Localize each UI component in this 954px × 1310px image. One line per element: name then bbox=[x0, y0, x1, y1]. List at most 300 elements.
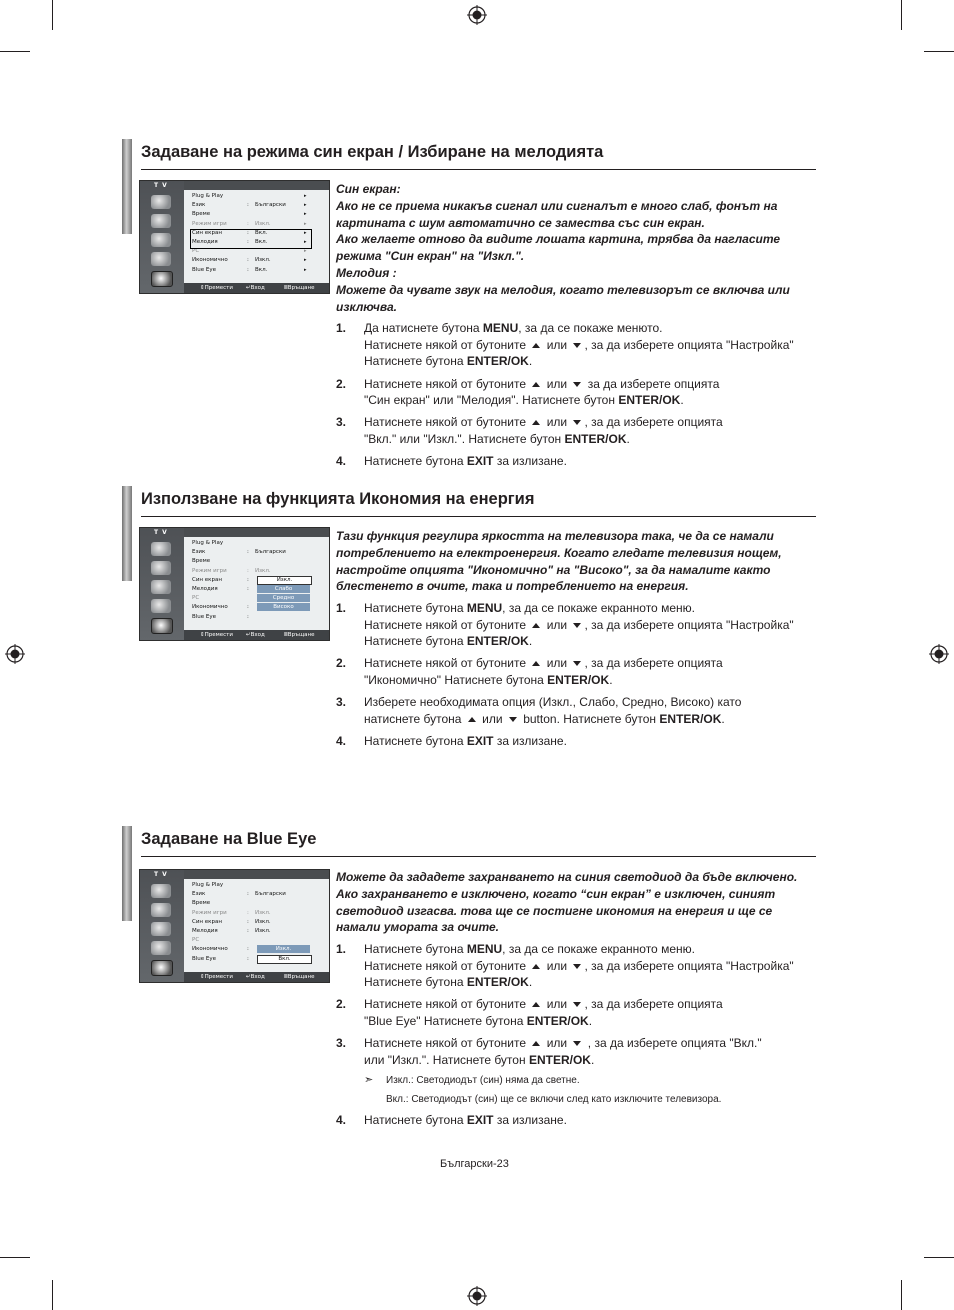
osd-enter-label: Вход bbox=[250, 632, 265, 638]
osd-enter-hint bbox=[246, 283, 265, 293]
intro-line: Ако желаете отново да видите лошата картина, трябва да нагласите bbox=[336, 232, 781, 247]
menu-icon: Ⅲ bbox=[284, 974, 288, 980]
crop-mark bbox=[0, 1257, 30, 1258]
note-line bbox=[336, 1091, 816, 1108]
step-line bbox=[364, 694, 816, 710]
osd-row-colon: : bbox=[247, 946, 249, 953]
step-text: , за да изберете опцията bbox=[584, 656, 723, 671]
osd-row-label: Син екран bbox=[192, 576, 222, 583]
updown-icon: ⇕ bbox=[200, 285, 205, 291]
osd-menu-screenshot bbox=[139, 527, 330, 641]
step-number: 4. bbox=[336, 734, 347, 749]
osd-row-label: PC bbox=[192, 937, 200, 944]
osd-row-colon: : bbox=[247, 266, 249, 273]
osd-row-colon: : bbox=[247, 955, 249, 962]
step-text: Натиснете бутона bbox=[364, 601, 467, 616]
osd-row-colon: : bbox=[247, 909, 249, 916]
osd-menu-row bbox=[192, 614, 312, 622]
step-item bbox=[336, 941, 816, 990]
step-text: или bbox=[543, 617, 571, 632]
osd-move-hint bbox=[200, 630, 233, 640]
osd-header bbox=[184, 181, 329, 190]
osd-row-label: Език bbox=[192, 891, 206, 898]
arrow-up-icon bbox=[532, 1041, 540, 1046]
key-name: ENTER/OK bbox=[564, 431, 627, 446]
step-text: . bbox=[680, 393, 684, 407]
osd-row-value: Изкл. bbox=[255, 257, 271, 264]
section-content bbox=[336, 869, 816, 1134]
step-text: или bbox=[543, 656, 571, 671]
step-text: Натиснете някой от бутоните bbox=[364, 1036, 530, 1051]
osd-move-hint bbox=[200, 283, 233, 293]
step-text: Натиснете бутона bbox=[364, 734, 467, 749]
step-text: Натиснете бутона bbox=[364, 975, 467, 989]
osd-menu-row bbox=[192, 928, 312, 936]
note-text: Вкл.: Светодиодът (син) ще се включи след като изключите телевизора. bbox=[386, 1094, 722, 1106]
arrow-down-icon bbox=[573, 382, 581, 387]
arrow-down-icon bbox=[573, 964, 581, 969]
osd-footer bbox=[184, 283, 329, 293]
intro-line: картината с шум автоматично се замества със син екран. bbox=[336, 215, 705, 230]
osd-menu-row bbox=[192, 257, 312, 265]
osd-row-colon: : bbox=[247, 257, 249, 264]
section-blue-eye bbox=[122, 826, 816, 1128]
osd-enter-label: Вход bbox=[250, 974, 265, 980]
picture-icon bbox=[151, 884, 171, 898]
arrow-up-icon bbox=[532, 661, 540, 666]
osd-row-label: Режим игри bbox=[192, 567, 227, 574]
step-text: , за да се покаже екранното меню. bbox=[502, 942, 695, 957]
osd-arrow-icon: ▸ bbox=[304, 193, 307, 199]
osd-menu-row bbox=[192, 882, 312, 890]
note-line bbox=[336, 1072, 816, 1089]
step-text: , за да изберете опцията bbox=[584, 997, 723, 1012]
step-line bbox=[364, 431, 816, 447]
step-text: Натиснете някой от бутоните bbox=[364, 376, 530, 391]
osd-menu-screenshot bbox=[139, 869, 330, 983]
step-text: Натиснете някой от бутоните bbox=[364, 997, 530, 1012]
osd-row-label: Plug & Play bbox=[192, 540, 224, 546]
step-number: 2. bbox=[336, 997, 347, 1012]
sound-icon bbox=[151, 561, 171, 575]
osd-row-label: Език bbox=[192, 549, 206, 556]
step-text: "Икономично" Натиснете бутона bbox=[364, 672, 548, 687]
step-line bbox=[364, 353, 816, 369]
osd-enter-hint bbox=[246, 630, 265, 640]
osd-row-label: Blue Eye bbox=[192, 613, 217, 620]
step-line bbox=[364, 711, 816, 727]
osd-row-value: Изкл. bbox=[255, 909, 271, 916]
osd-menu-row bbox=[192, 900, 312, 908]
osd-menu-row bbox=[192, 558, 312, 566]
osd-row-label: Blue Eye bbox=[192, 266, 217, 273]
osd-row-value: Вкл. bbox=[255, 266, 268, 273]
step-line bbox=[364, 392, 816, 408]
osd-row-label: Икономично bbox=[192, 604, 228, 611]
section-rule bbox=[141, 516, 816, 517]
intro-line: изключва. bbox=[336, 299, 398, 314]
sound-icon bbox=[151, 214, 171, 228]
osd-back-hint bbox=[284, 283, 314, 293]
section-header bbox=[122, 826, 816, 859]
step-text: "Blue Eye" Натиснете бутона bbox=[364, 1013, 527, 1028]
osd-row-label: Син екран bbox=[192, 918, 222, 925]
osd-menu-panel bbox=[184, 190, 329, 283]
osd-icon-column bbox=[140, 528, 184, 640]
osd-footer bbox=[184, 630, 329, 640]
key-name: ENTER/OK bbox=[526, 1013, 589, 1028]
step-line bbox=[364, 337, 816, 353]
osd-option: Изкл. bbox=[257, 576, 312, 585]
osd-row-label: Език bbox=[192, 202, 206, 209]
step-text: или bbox=[543, 337, 571, 352]
step-line bbox=[364, 1013, 816, 1029]
key-name: ENTER/OK bbox=[466, 354, 529, 369]
step-number: 1. bbox=[336, 601, 347, 616]
osd-option: Изкл. bbox=[257, 945, 310, 953]
key-name: ENTER/OK bbox=[528, 1052, 591, 1067]
crop-mark bbox=[901, 1280, 902, 1310]
osd-row-colon: : bbox=[247, 229, 249, 236]
step-line bbox=[364, 376, 816, 392]
step-text: Изберете необходимата опция (Изкл., Слабо, Средно, Високо) като bbox=[364, 695, 742, 710]
section-content bbox=[336, 528, 816, 755]
section-header bbox=[122, 486, 816, 519]
osd-header bbox=[184, 528, 329, 537]
osd-row-label: Време bbox=[192, 211, 211, 218]
step-text: . bbox=[590, 1052, 595, 1067]
osd-move-label: Премести bbox=[204, 285, 233, 291]
setup-icon bbox=[151, 618, 173, 634]
osd-row-label: Мелодия bbox=[192, 928, 218, 934]
input-icon bbox=[151, 941, 171, 955]
osd-move-label: Премести bbox=[204, 632, 233, 638]
osd-option: Вкл. bbox=[257, 955, 312, 964]
step-line bbox=[364, 633, 816, 649]
step-line bbox=[364, 414, 816, 430]
intro-line: Можете да чувате звук на мелодия, когато телевизорът се включва или bbox=[336, 282, 790, 297]
step-text: или bbox=[543, 1036, 571, 1051]
osd-move-label: Премести bbox=[204, 974, 233, 980]
osd-arrow-icon: ▸ bbox=[304, 266, 307, 273]
input-icon bbox=[151, 252, 171, 266]
osd-menu-row bbox=[192, 919, 312, 927]
step-text: Натиснете бутона bbox=[364, 454, 467, 469]
osd-row-colon: : bbox=[247, 239, 249, 245]
osd-row-label: Мелодия bbox=[192, 586, 218, 592]
step-item bbox=[336, 320, 816, 369]
osd-arrow-icon: ▸ bbox=[304, 257, 307, 264]
osd-row-label: Blue Eye bbox=[192, 955, 217, 962]
osd-row-label: Режим игри bbox=[192, 909, 227, 916]
step-text: за излизане. bbox=[493, 454, 567, 469]
osd-enter-label: Вход bbox=[250, 285, 265, 291]
osd-row-label: Време bbox=[192, 558, 211, 565]
step-line bbox=[364, 453, 816, 469]
step-text: Натиснете някой от бутоните bbox=[364, 415, 530, 430]
step-line bbox=[364, 320, 816, 336]
intro-line: Син екран: bbox=[336, 182, 401, 196]
step-line bbox=[364, 1035, 816, 1051]
updown-icon: ⇕ bbox=[200, 632, 205, 638]
step-line bbox=[364, 617, 816, 633]
section-header bbox=[122, 139, 816, 172]
step-text: Натиснете бутона bbox=[364, 1113, 467, 1128]
step-text: или bbox=[543, 376, 571, 391]
step-text: Натиснете някой от бутоните bbox=[364, 958, 530, 973]
osd-tv-label: T V bbox=[154, 529, 168, 536]
step-line bbox=[364, 958, 816, 974]
osd-row-label: PC bbox=[192, 595, 200, 602]
osd-row-label: Син екран bbox=[192, 229, 222, 236]
osd-row-colon: : bbox=[247, 613, 249, 620]
osd-arrow-icon: ▸ bbox=[304, 239, 307, 245]
channel-icon bbox=[151, 580, 171, 594]
step-text: . bbox=[528, 975, 533, 989]
osd-row-value: Български bbox=[255, 891, 286, 898]
osd-option: Слабо bbox=[257, 585, 310, 593]
step-text: "Вкл." или "Изкл.". Натиснете бутон bbox=[364, 431, 565, 446]
osd-arrow-icon: ▸ bbox=[304, 202, 307, 209]
intro-text bbox=[336, 869, 816, 936]
osd-menu-row bbox=[192, 540, 312, 548]
crop-mark bbox=[52, 1280, 53, 1310]
step-text: , за да изберете опцията "Вкл." bbox=[584, 1036, 762, 1051]
step-text: Натиснете някой от бутоните bbox=[364, 337, 530, 352]
key-name: ENTER/OK bbox=[659, 711, 722, 726]
osd-icon-column bbox=[140, 870, 184, 982]
note-text: Изкл.: Светодиодът (син) няма да светне. bbox=[386, 1075, 580, 1087]
enter-icon: ↵ bbox=[246, 632, 251, 638]
osd-menu-row bbox=[192, 211, 312, 219]
osd-row-colon: : bbox=[247, 549, 249, 556]
arrow-up-icon bbox=[532, 382, 540, 387]
setup-icon bbox=[151, 271, 173, 287]
osd-footer bbox=[184, 972, 329, 982]
osd-row-value: Изкл. bbox=[255, 567, 271, 574]
osd-move-hint bbox=[200, 972, 233, 982]
arrow-down-icon bbox=[573, 661, 581, 666]
step-text: , за да изберете опцията "Настройка" bbox=[584, 337, 794, 352]
section-title: Използване на функцията Икономия на енергия bbox=[141, 490, 535, 508]
arrow-up-icon bbox=[532, 1002, 540, 1007]
intro-line: Мелодия : bbox=[336, 265, 397, 280]
step-number: 3. bbox=[336, 1036, 347, 1051]
crop-mark bbox=[924, 1257, 954, 1258]
section-rule bbox=[141, 169, 816, 170]
updown-icon: ⇕ bbox=[200, 974, 205, 980]
arrow-down-icon bbox=[573, 1002, 581, 1007]
key-name: ENTER/OK bbox=[618, 393, 681, 407]
step-text: за да изберете опцията bbox=[584, 376, 720, 391]
menu-icon: Ⅲ bbox=[284, 285, 288, 291]
registration-mark-icon bbox=[929, 644, 949, 664]
osd-menu-row bbox=[192, 549, 312, 557]
osd-back-label: Връщане bbox=[287, 974, 315, 980]
step-number: 2. bbox=[336, 376, 347, 391]
osd-menu-row bbox=[192, 891, 312, 899]
osd-enter-hint bbox=[246, 972, 265, 982]
input-icon bbox=[151, 599, 171, 613]
step-number: 4. bbox=[336, 1113, 347, 1128]
crop-mark bbox=[901, 0, 902, 30]
osd-row-colon: : bbox=[247, 928, 249, 934]
sound-icon bbox=[151, 903, 171, 917]
osd-row-value: Изкл. bbox=[255, 918, 271, 925]
channel-icon bbox=[151, 233, 171, 247]
step-text: или bbox=[478, 711, 506, 726]
intro-line: потреблението на електроенергия. Когато гледате телевизия нощем, bbox=[336, 545, 782, 560]
osd-menu-row bbox=[192, 568, 312, 576]
step-item bbox=[336, 600, 816, 649]
osd-menu-row bbox=[192, 267, 312, 275]
section-title: Задаване на Blue Eye bbox=[141, 830, 317, 848]
arrow-up-icon bbox=[468, 717, 476, 722]
step-text: Натиснете бутона bbox=[364, 942, 467, 957]
osd-back-label: Връщане bbox=[287, 632, 315, 638]
arrow-up-icon bbox=[532, 623, 540, 628]
step-text: "Син екран" или "Мелодия". Натиснете бутон bbox=[364, 393, 619, 407]
crop-mark bbox=[0, 51, 30, 52]
step-text: Натиснете бутона bbox=[364, 354, 467, 369]
osd-option: Високо bbox=[257, 603, 310, 611]
osd-row-value: Вкл. bbox=[255, 239, 268, 245]
osd-selection-box bbox=[190, 229, 312, 249]
step-number: 3. bbox=[336, 415, 347, 430]
step-line bbox=[364, 672, 816, 688]
osd-row-label: Режим игри bbox=[192, 220, 227, 227]
osd-tv-label: T V bbox=[154, 182, 168, 189]
step-line bbox=[364, 600, 816, 616]
step-text: или bbox=[543, 415, 571, 430]
intro-line: Можете да зададете захранването на синия светодиод да бъде включено. bbox=[336, 870, 798, 884]
key-name: EXIT bbox=[466, 454, 494, 469]
osd-option: Средно bbox=[257, 594, 310, 602]
step-text: Натиснете бутона bbox=[364, 634, 467, 648]
osd-menu-row bbox=[192, 910, 312, 918]
osd-row-label: Икономично bbox=[192, 257, 228, 264]
osd-row-label: Икономично bbox=[192, 946, 228, 953]
arrow-up-icon bbox=[532, 343, 540, 348]
osd-row-colon: : bbox=[247, 586, 249, 592]
step-text: , за да се покаже екранното меню. bbox=[502, 601, 695, 616]
step-text: . bbox=[721, 711, 725, 726]
step-number: 1. bbox=[336, 942, 347, 957]
step-item bbox=[336, 996, 816, 1029]
osd-menu-row bbox=[192, 221, 312, 229]
osd-row-colon: : bbox=[247, 576, 249, 583]
step-line bbox=[364, 733, 816, 749]
section-energy-saving bbox=[122, 486, 816, 749]
picture-icon bbox=[151, 195, 171, 209]
step-item bbox=[336, 414, 816, 447]
step-number: 3. bbox=[336, 695, 347, 710]
intro-text bbox=[336, 181, 816, 315]
step-text: Натиснете някой от бутоните bbox=[364, 617, 530, 632]
step-item bbox=[336, 453, 816, 469]
key-name: ENTER/OK bbox=[547, 672, 610, 687]
intro-text bbox=[336, 528, 816, 595]
registration-mark-icon bbox=[467, 5, 487, 25]
step-item bbox=[336, 655, 816, 688]
osd-row-value: Изкл. bbox=[255, 220, 271, 227]
osd-arrow-icon: ▸ bbox=[304, 229, 307, 236]
step-text: . bbox=[609, 672, 613, 687]
step-line bbox=[364, 1052, 816, 1068]
osd-row-value: Български bbox=[255, 202, 286, 209]
key-name: MENU bbox=[466, 601, 503, 616]
osd-row-label: Мелодия bbox=[192, 239, 218, 245]
crop-mark bbox=[924, 51, 954, 52]
arrow-down-icon bbox=[573, 420, 581, 425]
osd-row-colon: : bbox=[247, 891, 249, 898]
section-content bbox=[336, 181, 816, 476]
osd-menu-row bbox=[192, 937, 312, 945]
step-text: или bbox=[543, 997, 571, 1012]
step-text: . bbox=[626, 431, 630, 446]
key-name: MENU bbox=[482, 321, 519, 336]
key-name: ENTER/OK bbox=[466, 975, 529, 989]
step-text: button. Натиснете бутон bbox=[519, 711, 660, 726]
osd-row-value: Вкл. bbox=[255, 229, 268, 236]
section-rule bbox=[141, 856, 816, 857]
osd-row-value: Български bbox=[255, 549, 286, 556]
step-item bbox=[336, 1112, 816, 1128]
registration-mark-icon bbox=[467, 1286, 487, 1306]
osd-menu-row bbox=[192, 193, 312, 201]
intro-line: Ако не се приема никакъв сигнал или сигналът е много слаб, фонът на bbox=[336, 198, 778, 213]
osd-row-label: Plug & Play bbox=[192, 193, 224, 199]
osd-menu-panel bbox=[184, 537, 329, 630]
osd-back-hint bbox=[284, 972, 314, 982]
osd-menu-row bbox=[192, 202, 312, 210]
osd-row-value: Изкл. bbox=[255, 928, 271, 934]
arrow-down-icon bbox=[573, 1041, 581, 1046]
osd-row-label: Време bbox=[192, 900, 211, 907]
step-number: 1. bbox=[336, 321, 347, 336]
note-arrow-icon: ➣ bbox=[364, 1074, 374, 1087]
step-text: . bbox=[528, 354, 533, 369]
osd-row-label: PC bbox=[192, 248, 200, 255]
step-number: 2. bbox=[336, 656, 347, 671]
arrow-up-icon bbox=[532, 420, 540, 425]
channel-icon bbox=[151, 922, 171, 936]
osd-arrow-icon: ▸ bbox=[304, 211, 307, 218]
key-name: MENU bbox=[466, 942, 503, 957]
step-item bbox=[336, 733, 816, 749]
crop-mark bbox=[52, 0, 53, 30]
intro-line: Тази функция регулира яркостта на телевизора така, че да се намали bbox=[336, 529, 774, 543]
key-name: EXIT bbox=[466, 734, 494, 749]
osd-back-label: Връщане bbox=[287, 285, 315, 291]
osd-row-colon: : bbox=[247, 918, 249, 925]
step-item bbox=[336, 1035, 816, 1068]
menu-icon: Ⅲ bbox=[284, 632, 288, 638]
section-title: Задаване на режима син екран / Избиране на мелодията bbox=[141, 143, 604, 161]
step-text: , за да изберете опцията bbox=[584, 415, 723, 430]
osd-back-hint bbox=[284, 630, 314, 640]
step-text: . bbox=[588, 1013, 593, 1028]
enter-icon: ↵ bbox=[246, 285, 251, 291]
enter-icon: ↵ bbox=[246, 974, 251, 980]
page-number: Български-23 bbox=[440, 1158, 509, 1170]
osd-row-colon: : bbox=[247, 604, 249, 611]
step-line bbox=[364, 996, 816, 1012]
step-text: натиснете бутона bbox=[364, 711, 465, 726]
step-text: или bbox=[543, 958, 571, 973]
step-text: , за да изберете опцията "Настройка" bbox=[584, 617, 794, 632]
step-text: . bbox=[528, 634, 533, 648]
